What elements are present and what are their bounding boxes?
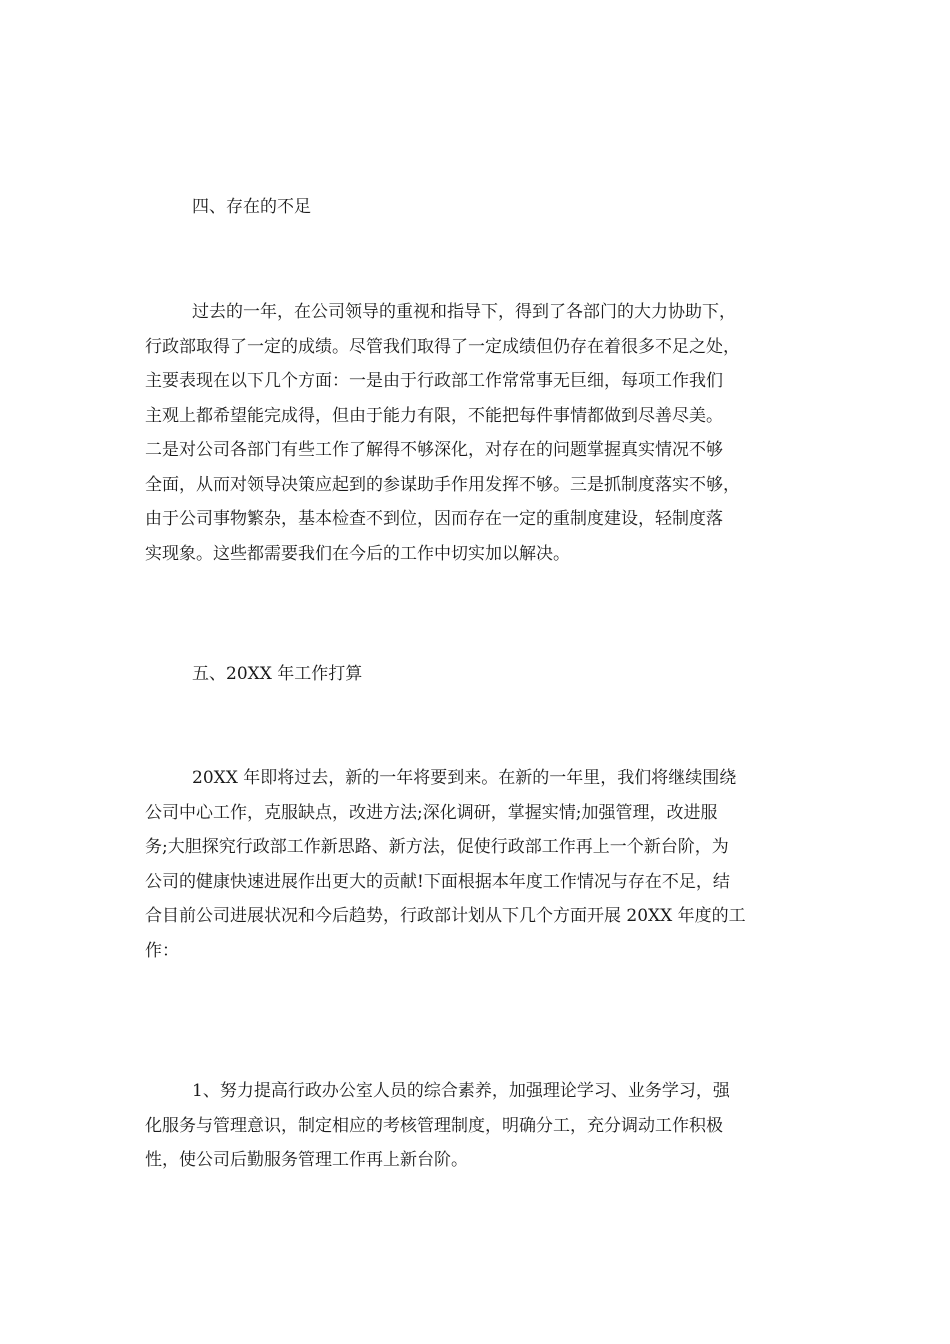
paragraph-line: 行政部取得了一定的成绩。尽管我们取得了一定成绩但仍存在着很多不足之处， [145,336,740,357]
paragraph-line: 化服务与管理意识，制定相应的考核管理制度，明确分工，充分调动工作积极 [145,1115,723,1136]
paragraph-line: 20XX 年即将过去，新的一年将要到来。在新的一年里，我们将继续围绕 [192,768,737,788]
section-5-paragraph [145,761,805,968]
paragraph-line: 过去的一年，在公司领导的重视和指导下，得到了各部门的大力协助下， [192,302,736,322]
paragraph-line: 性，使公司后勤服务管理工作再上新台阶。 [145,1150,468,1170]
paragraph-line: 合目前公司进展状况和今后趋势，行政部计划从下几个方面开展 20XX 年度的工 [145,906,746,926]
paragraph-line: 作： [145,940,179,961]
section-5-heading: 五、20XX 年工作打算 [192,664,363,684]
paragraph-line: 1、努力提高行政办公室人员的综合素养，加强理论学习、业务学习，强 [192,1081,730,1101]
paragraph-line: 全面，从而对领导决策应起到的参谋助手作用发挥不够。三是抓制度落实不够， [145,474,740,495]
paragraph-line: 公司的健康快速进展作出更大的贡献!下面根据本年度工作情况与存在不足，结 [145,871,730,892]
paragraph-line: 二是对公司各部门有些工作了解得不够深化，对存在的问题掌握真实情况不够 [145,440,723,460]
item-1-paragraph [145,1074,805,1178]
paragraph-line: 主要表现在以下几个方面：一是由于行政部工作常常事无巨细，每项工作我们 [145,371,723,391]
section-4-paragraph [145,295,805,571]
paragraph-line: 务;大胆探究行政部工作新思路、新方法，促使行政部工作再上一个新台阶，为 [145,837,729,857]
paragraph-line: 实现象。这些都需要我们在今后的工作中切实加以解决。 [145,543,570,564]
paragraph-line: 由于公司事物繁杂，基本检查不到位，因而存在一定的重制度建设，轻制度落 [145,509,723,529]
section-4-heading: 四、存在的不足 [192,197,311,217]
paragraph-line: 主观上都希望能完成得，但由于能力有限，不能把每件事情都做到尽善尽美。 [145,405,723,426]
paragraph-line: 公司中心工作，克服缺点，改进方法;深化调研，掌握实情;加强管理，改进服 [145,802,718,823]
